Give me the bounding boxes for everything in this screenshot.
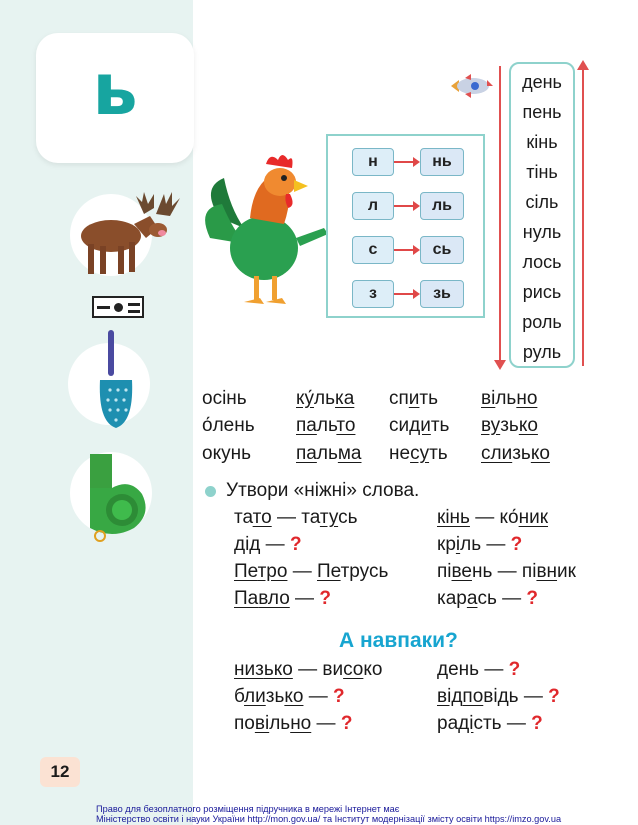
column-word: пень [522, 102, 562, 122]
arrow-icon [394, 249, 418, 251]
question-mark: ? [531, 713, 543, 734]
task-text: Утвори «ніжні» слова. [226, 480, 420, 501]
word-segment: кар [437, 588, 467, 609]
task-line [437, 507, 548, 529]
arrow-icon [394, 205, 418, 207]
question-mark: ? [508, 659, 521, 680]
word-segment: ку [296, 388, 315, 409]
word-segment: — [479, 659, 509, 680]
column-word: лось [522, 252, 562, 272]
question-mark: ? [510, 534, 523, 555]
ladle-icon [96, 328, 136, 432]
word-segment: со [343, 659, 364, 680]
word-segment: а [466, 588, 478, 609]
question-mark: ? [340, 713, 353, 734]
word-segment: кінь [437, 507, 470, 528]
word-segment: та [234, 507, 253, 528]
word-segment: пі [437, 561, 452, 582]
bullet-icon [205, 486, 216, 497]
word-segment: від [437, 686, 463, 707]
word-segment: пі [521, 561, 537, 582]
grid-word: окунь [202, 443, 251, 464]
column-word: сіль [525, 192, 559, 212]
grid-word [389, 415, 449, 437]
word-segment: — [469, 507, 500, 528]
word-segment: по [234, 713, 255, 734]
word-segment: ль [495, 388, 517, 409]
grid-word: осінь [202, 388, 247, 409]
word-segment: — [311, 713, 341, 734]
task-line [234, 561, 388, 583]
column-word: руль [522, 342, 562, 362]
question-mark: ? [289, 534, 302, 555]
sound-scheme [92, 296, 144, 318]
word-segment: ть [429, 443, 448, 464]
word-segment: па [296, 443, 317, 464]
word-segment: ко [363, 659, 383, 680]
task-line [437, 534, 522, 556]
opposite-line [234, 713, 352, 735]
grid-word [296, 415, 355, 437]
word-segment: ве [451, 561, 472, 582]
word-segment: нь — [471, 561, 522, 582]
word-segment: кр [437, 534, 456, 555]
word-segment: ик [557, 561, 576, 582]
word-segment: ник [518, 507, 549, 528]
word-segment: ди [409, 415, 431, 436]
task-line [234, 534, 302, 556]
word-segment: ді [458, 713, 474, 734]
column-word: рись [522, 282, 562, 302]
word-segment: день [437, 659, 480, 680]
word-segment: і [455, 534, 461, 555]
arrow-down-icon [494, 360, 506, 370]
word-segment: тру [340, 561, 369, 582]
opposite-line [234, 686, 345, 708]
word-segment: ль [269, 713, 291, 734]
word-segment: ка [335, 388, 355, 409]
word-segment: ко [284, 686, 304, 707]
column-word: тінь [526, 162, 558, 182]
question-mark: ? [319, 588, 331, 609]
word-segment: сли [481, 443, 513, 464]
word-segment: ма [337, 443, 362, 464]
word-segment: б [234, 686, 245, 707]
arrow-icon [394, 293, 418, 295]
word-segment: ть [430, 415, 450, 436]
word-segment: ву [481, 415, 501, 436]
word-segment: по [462, 686, 484, 707]
arrow-down-line [499, 66, 501, 364]
word-segment: — [271, 507, 302, 528]
word-segment: ль [316, 415, 337, 436]
word-segment: — [289, 588, 320, 609]
rocket-icon [447, 72, 495, 100]
word-segment: ль — [460, 534, 511, 555]
word-segment: сп [389, 388, 409, 409]
word-segment: но [290, 713, 312, 734]
question-mark: ? [548, 686, 560, 707]
column-word: день [522, 72, 562, 92]
word-segment: дід — [234, 534, 290, 555]
word-segment: зь [500, 415, 519, 436]
word-segment: Па [234, 588, 259, 609]
whistle-icon [86, 448, 156, 544]
arrow-up-icon [577, 60, 589, 70]
word-segment: су [410, 443, 430, 464]
question-mark: ? [333, 686, 345, 707]
word-segment: но [516, 388, 538, 409]
page-number: 12 [40, 757, 80, 787]
word-segment: ко́ [499, 507, 519, 528]
word-segment: си [389, 415, 410, 436]
word-segment: и [408, 388, 420, 409]
word-segment: ли [244, 686, 266, 707]
pair-to: ль [420, 192, 464, 220]
word-segment: та [301, 507, 320, 528]
word-column [509, 62, 575, 368]
question-mark: ? [526, 588, 539, 609]
letter-title: ь [92, 47, 138, 131]
word-segment: Пе [317, 561, 341, 582]
word-segment: ть [419, 388, 439, 409]
pair-from: с [352, 236, 394, 264]
task-line [437, 588, 538, 610]
pair-from: з [352, 280, 394, 308]
word-segment: ко [530, 443, 550, 464]
task-line [437, 561, 576, 583]
grid-word [296, 443, 362, 465]
word-segment: сть — [473, 713, 532, 734]
task-line [234, 507, 358, 529]
column-word: нуль [522, 222, 562, 242]
pair-from: н [352, 148, 394, 176]
footer-line: Міністерство освіти і науки України http://mon.gov.ua/ та Інститут модернізації змісту освіти https://imzo.gov.ua [96, 814, 562, 824]
moose-icon [66, 186, 186, 286]
grid-word [481, 443, 550, 465]
word-segment: ра [437, 713, 459, 734]
column-word: кінь [526, 132, 558, 152]
word-segment: сь [338, 507, 358, 528]
word-segment: — [303, 686, 334, 707]
grid-word [481, 388, 537, 410]
word-segment: ві [481, 388, 496, 409]
word-segment: Пе [234, 561, 258, 582]
pair-to: нь [420, 148, 464, 176]
footer-line: Право для безоплатного розміщення підручника в мережі Інтернет має [96, 804, 400, 814]
word-segment: ту [319, 507, 339, 528]
word-segment: ль [314, 388, 336, 409]
word-segment: сь [368, 561, 389, 582]
rooster-icon [200, 148, 340, 316]
pair-from: л [352, 192, 394, 220]
word-segment: — [287, 561, 317, 582]
pair-to: зь [420, 280, 464, 308]
word-segment: сь — [477, 588, 527, 609]
arrow-icon [394, 161, 418, 163]
opposite-line [437, 713, 543, 735]
word-segment: ько [263, 659, 293, 680]
pair-to: сь [420, 236, 464, 264]
opposite-line [234, 659, 382, 681]
word-segment: ль [316, 443, 338, 464]
word-segment: — ви [292, 659, 344, 680]
letter-pairs-box [326, 134, 485, 318]
word-segment: ві [254, 713, 270, 734]
word-segment: то [336, 415, 356, 436]
grid-word [296, 388, 354, 410]
task-line [234, 588, 331, 610]
grid-word [481, 415, 538, 437]
grid-word: о́лень [202, 415, 255, 436]
grid-word [389, 388, 438, 410]
word-segment: па [296, 415, 317, 436]
column-word: роль [522, 312, 562, 332]
word-segment: не [389, 443, 411, 464]
word-segment: низ [234, 659, 264, 680]
opposite-line [437, 686, 560, 708]
word-segment: ко [518, 415, 538, 436]
word-segment: зь [512, 443, 531, 464]
opposites-heading: А навпаки? [339, 629, 458, 652]
word-segment: тро [257, 561, 288, 582]
word-segment: — [518, 686, 549, 707]
letter-card [36, 33, 194, 163]
word-segment: вло [258, 588, 290, 609]
opposite-line [437, 659, 520, 681]
arrow-up-line [582, 68, 584, 366]
word-segment: вн [536, 561, 558, 582]
grid-word [389, 443, 448, 465]
word-segment: то [252, 507, 272, 528]
word-segment: зь [265, 686, 285, 707]
word-segment: відь [483, 686, 519, 707]
